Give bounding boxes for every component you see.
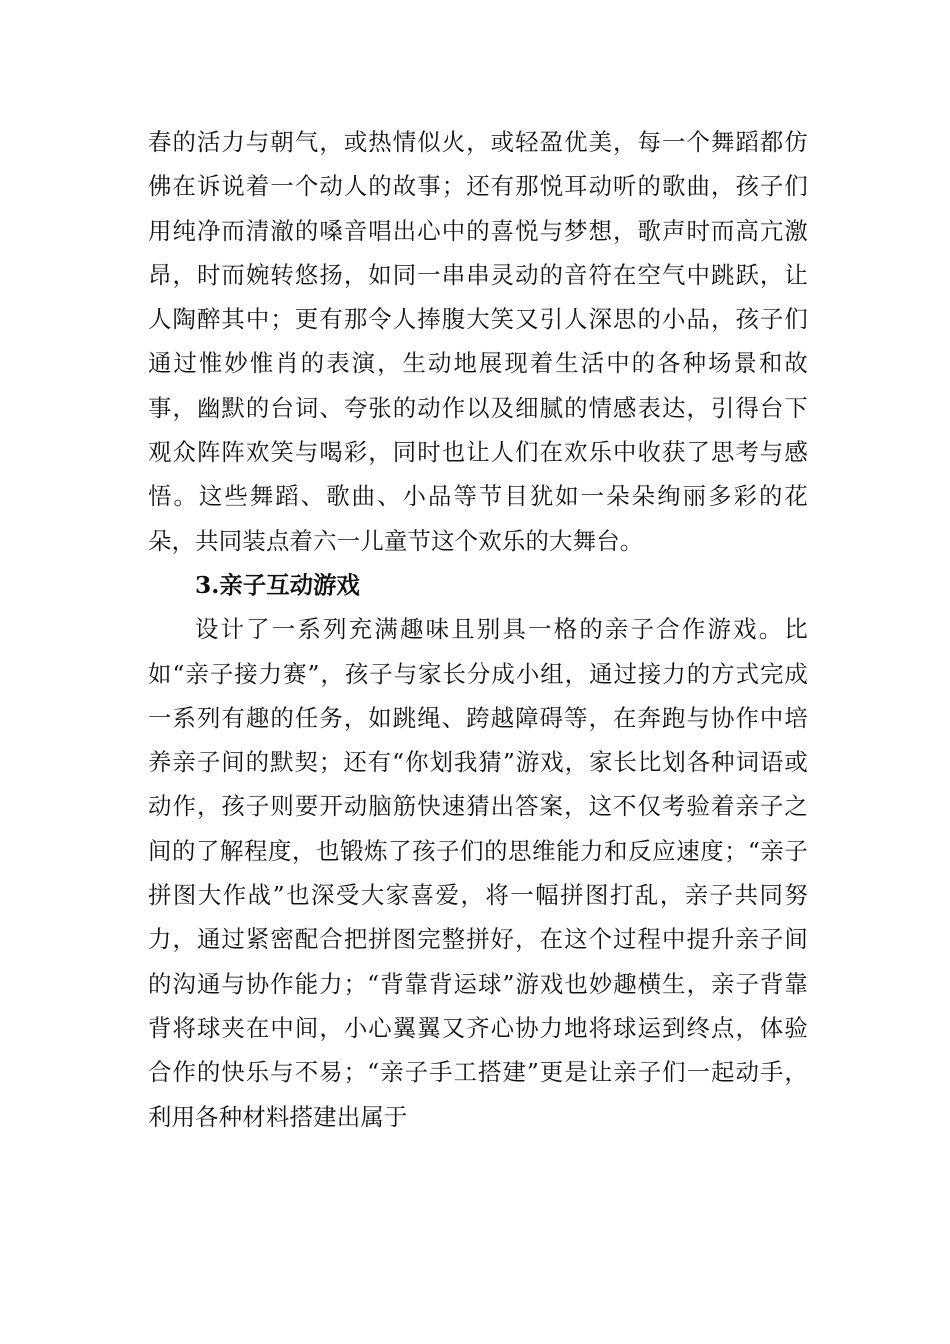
section-paragraph: 设计了一系列充满趣味且别具一格的亲子合作游戏。比如“亲子接力赛”，孩子与家长分成小组，通过接力的方式完成一系列有趣的任务，如跳绳、跨越障碍等，在奔跑与协作中培养亲子间的默契；还有“你划我猜”游戏，家长比划各种词语或动作，孩子则要开动脑筋快速猜出答案，这不仅考验着亲子之间的了解程度，也锻炼了孩子们的思维能力和反应速度；“亲子拼图大作战”也深受大家喜爱，将一幅拼图打乱，亲子共同努力，通过紧密配合把拼图完整拼好，在这个过程中提升亲子间的沟通与协作能力；“背靠背运球”游戏也妙趣横生，亲子背靠背将球夹在中间，小心翼翼又齐心协力地将球运到终点，体验合作的快乐与不易；“亲子手工搭建”更是让亲子们一起动手，利用各种材料搭建出属于	[148, 615, 808, 1131]
continued-paragraph: 春的活力与朝气，或热情似火，或轻盈优美，每一个舞蹈都仿佛在诉说着一个动人的故事；还有那悦耳动听的歌曲，孩子们用纯净而清澈的嗓音唱出心中的喜悦与梦想，歌声时而高亢激昂，时而婉转悠扬，如同一串串灵动的音符在空气中跳跃，让人陶醉其中；更有那令人捧腹大笑又引人深思的小品，孩子们通过惟妙惟肖的表演，生动地展现着生活中的各种场景和故事，幽默的台词、夸张的动作以及细腻的情感表达，引得台下观众阵阵欢笑与喝彩，同时也让人们在欢乐中收获了思考与感悟。这些舞蹈、歌曲、小品等节目犹如一朵朵绚丽多彩的花朵，共同装点着六一儿童节这个欢乐的大舞台。	[148, 128, 808, 555]
section-heading: 3.亲子互动游戏	[195, 570, 360, 599]
